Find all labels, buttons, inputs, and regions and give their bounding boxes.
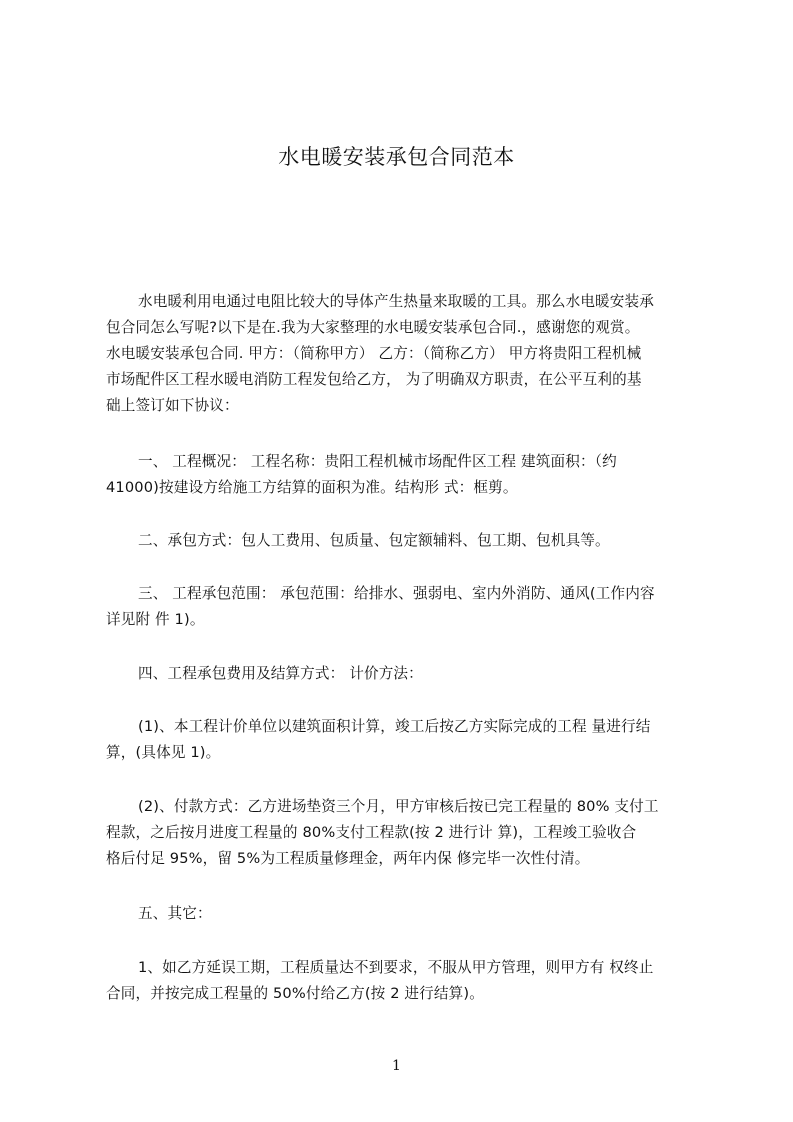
- intro-line-2: 包合同怎么写呢?以下是在.我为大家整理的水电暖安装承包合同.，感谢您的观赏。: [106, 319, 640, 336]
- section4-line-1: 四、工程承包费用及结算方式： 计价方法：: [138, 665, 423, 682]
- section2-line-1: 二、承包方式：包人工费用、包质量、包定额辅料、包工期、包机具等。: [138, 532, 610, 549]
- intro-line-5: 础上签订如下协议：: [106, 397, 239, 414]
- intro-line-3: 水电暖安装承包合同. 甲方：（简称甲方） 乙方：（简称乙方） 甲方将贵阳工程机械: [106, 345, 642, 362]
- section1-line-2: 41000)按建设方给施工方结算的面积为准。结构形 式：框剪。: [106, 479, 518, 496]
- section3-line-1: 三、 工程承包范围： 承包范围：给排水、强弱电、室内外消防、通风(工作内容: [138, 585, 655, 602]
- section3-line-2: 详见附 件 1)。: [106, 611, 205, 628]
- clause1-line-1: (1)、本工程计价单位以建筑面积计算，竣工后按乙方实际完成的工程 量进行结: [138, 718, 651, 735]
- item1-line-2: 合同，并按完成工程量的 50%付给乙方(按 2 进行结算)。: [106, 985, 484, 1002]
- clause2-line-2: 程款，之后按月进度工程量的 80%支付工程款(按 2 进行计 算)，工程竣工验收合: [106, 824, 637, 841]
- section1-line-1: 一、 工程概况： 工程名称：贵阳工程机械市场配件区工程 建筑面积：（约: [138, 453, 617, 470]
- document-title: 水电暖安装承包合同范本: [278, 145, 515, 169]
- intro-line-1: 水电暖利用电通过电阻比较大的导体产生热量来取暖的工具。那么水电暖安装承: [138, 293, 655, 310]
- clause1-line-2: 算，(具体见 1)。: [106, 744, 221, 761]
- page-number: 1: [392, 1058, 401, 1074]
- clause2-line-1: (2)、付款方式：乙方进场垫资三个月，甲方审核后按已完工程量的 80% 支付工: [138, 798, 659, 815]
- section5-line-1: 五、其它：: [138, 905, 212, 922]
- clause2-line-3: 格后付足 95%，留 5%为工程质量修理金，两年内保 修完毕一次性付清。: [106, 850, 590, 867]
- intro-line-4: 市场配件区工程水暖电消防工程发包给乙方， 为了明确双方职责，在公平互利的基: [106, 371, 642, 388]
- item1-line-1: 1、如乙方延误工期，工程质量达不到要求，不服从甲方管理，则甲方有 权终止: [138, 959, 654, 976]
